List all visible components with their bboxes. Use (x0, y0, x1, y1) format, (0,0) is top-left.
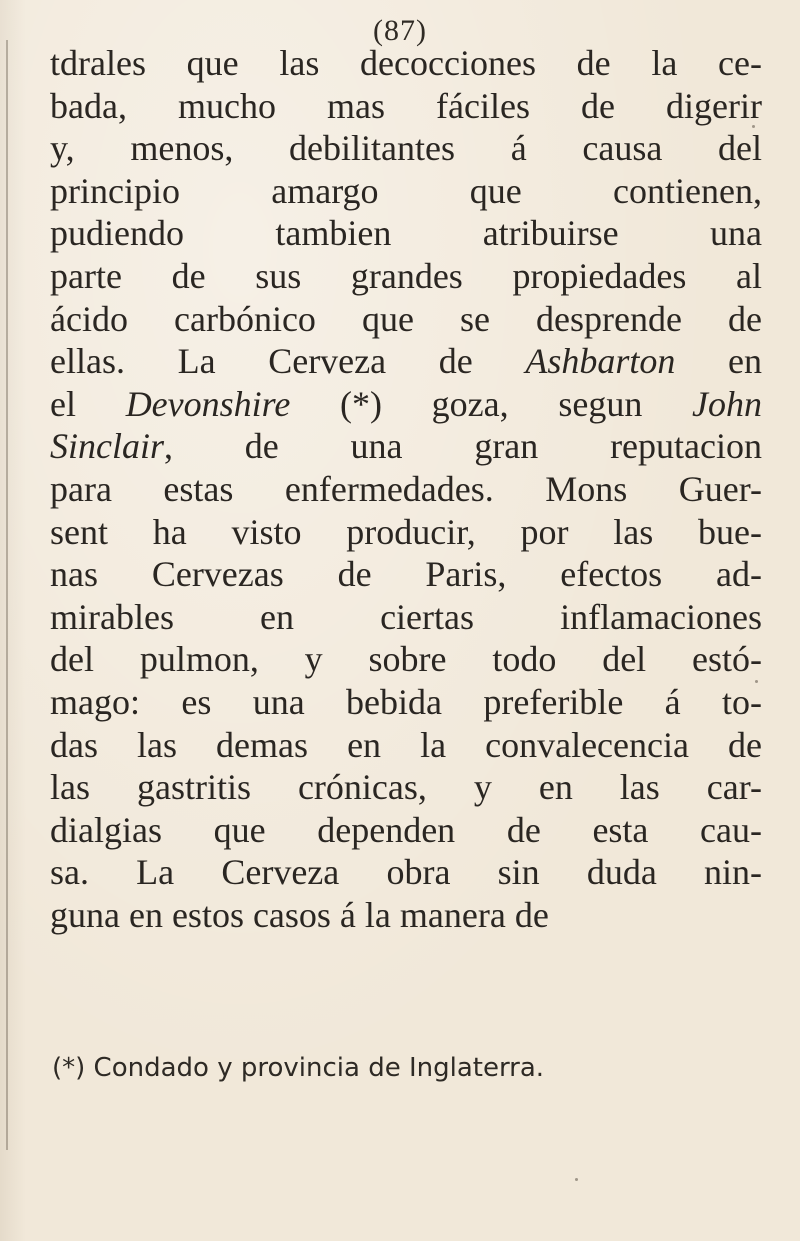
text-segment: , de una gran reputacion (164, 426, 762, 467)
text-line (50, 681, 762, 724)
body-text (50, 42, 762, 936)
text-segment: tdrales que las decocciones de la ce- (50, 43, 762, 83)
italic-text-segment: Sinclair (50, 426, 164, 467)
text-segment: nas Cervezas de Paris, efectos ad- (50, 554, 762, 595)
text-line (50, 468, 762, 511)
text-line (50, 766, 762, 809)
text-line (50, 42, 762, 85)
text-line (50, 127, 762, 170)
text-line (50, 298, 762, 341)
italic-text-segment: Ashbarton (525, 341, 676, 382)
text-line (50, 212, 762, 255)
footnote: (*) Condado y provincia de Inglaterra. (52, 1053, 545, 1083)
text-line (50, 85, 762, 128)
text-line (50, 724, 762, 767)
text-segment: guna en estos casos á la manera de (50, 894, 549, 935)
text-line (50, 596, 762, 639)
text-segment: bada, mucho mas fáciles de digerir (50, 85, 762, 126)
text-segment: y, menos, debilitantes á causa del (50, 128, 762, 169)
text-segment: sent ha visto producir, por las bue- (50, 511, 762, 552)
text-segment: parte de sus grandes propiedades al (50, 255, 762, 296)
text-line (50, 638, 762, 681)
text-line (50, 255, 762, 298)
text-line (50, 383, 762, 426)
text-segment: mirables en ciertas inflamaciones (50, 596, 762, 637)
text-line (50, 511, 762, 554)
text-line (50, 894, 762, 937)
ink-speck (755, 680, 758, 683)
text-segment: del pulmon, y sobre todo del estó- (50, 639, 762, 680)
text-segment: dialgias que dependen de esta cau- (50, 809, 762, 850)
text-segment: ellas. La Cerveza de (50, 341, 526, 382)
text-segment: en (675, 341, 762, 382)
text-line (50, 851, 762, 894)
ink-speck (575, 1178, 578, 1181)
text-segment: principio amargo que contienen, (50, 170, 762, 211)
text-segment: das las demas en la convalecencia de (50, 724, 762, 765)
text-segment: mago: es una bebida preferible á to- (50, 681, 762, 722)
text-segment: (*) goza, segun (290, 383, 693, 424)
text-segment: sa. La Cerveza obra sin duda nin- (50, 852, 762, 893)
text-line (50, 170, 762, 213)
text-line (50, 340, 762, 383)
text-segment: las gastritis crónicas, y en las car- (50, 767, 762, 808)
page-edge-shadow (6, 40, 8, 1150)
text-segment: ácido carbónico que se desprende de (50, 298, 762, 339)
text-line (50, 553, 762, 596)
text-segment: para estas enfermedades. Mons Guer- (50, 468, 762, 509)
italic-text-segment: Devonshire (125, 383, 291, 424)
text-line (50, 425, 762, 468)
text-segment: pudiendo tambien atribuirse una (50, 213, 762, 254)
page-number: (87) (373, 14, 427, 47)
text-segment: el (50, 383, 126, 424)
text-line (50, 809, 762, 852)
ink-speck (752, 125, 755, 128)
italic-text-segment: John (692, 383, 763, 424)
